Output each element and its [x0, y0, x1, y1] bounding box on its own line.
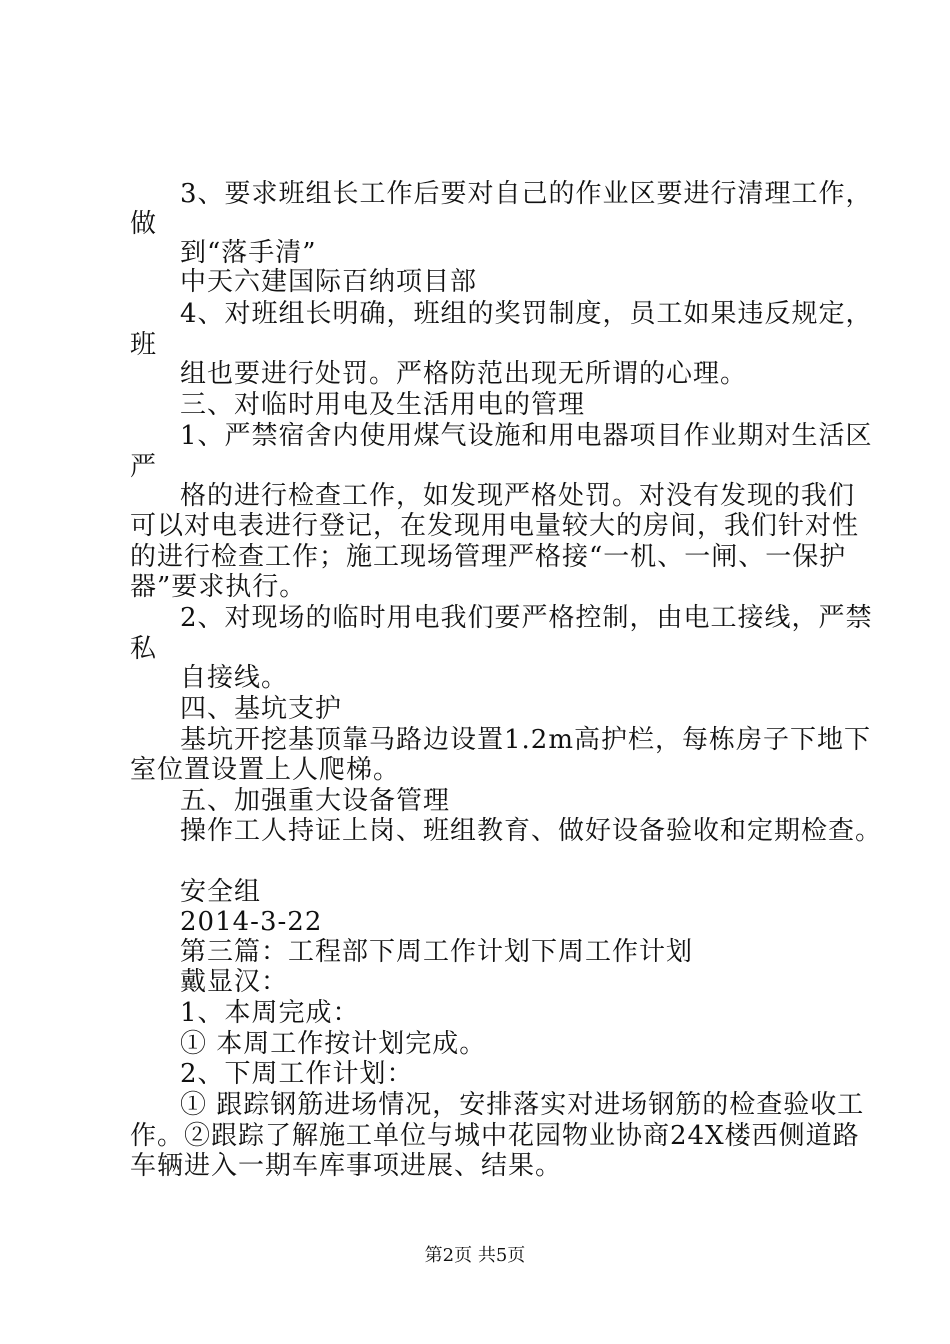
person-name: 戴显汉：	[180, 967, 289, 997]
text-line: 严	[130, 452, 158, 482]
text-line: 格的进行检查工作，如发现严格处罚。对没有发现的我们	[180, 481, 856, 511]
text-line: 操作工人持证上岗、班组教育、做好设备验收和定期检查。	[180, 816, 883, 846]
page-number: 第2页 共5页	[424, 1245, 526, 1266]
text-line: 做	[130, 209, 158, 239]
section-heading: 五、加强重大设备管理	[180, 786, 451, 816]
text-line: 车辆进入一期车库事项进展、结果。	[130, 1151, 563, 1181]
date-line: 2014-3-22	[180, 907, 323, 937]
text-line: ① 跟踪钢筋进场情况，安排落实对进场钢筋的检查验收工	[180, 1090, 865, 1120]
text-line: ① 本周工作按计划完成。	[180, 1029, 487, 1059]
text-line: 器”要求执行。	[130, 572, 307, 602]
text-line: 到“落手清”	[180, 238, 317, 268]
text-line: 室位置设置上人爬梯。	[130, 755, 401, 785]
text-line: 的进行检查工作；施工现场管理严格接“一机、一闸、一保护	[130, 542, 847, 572]
text-line: 1、本周完成：	[180, 998, 360, 1028]
text-line: 作。②跟踪了解施工单位与城中花园物业协商24X楼西侧道路	[130, 1121, 860, 1151]
text-line: 3、要求班组长工作后要对自己的作业区要进行清理工作，	[180, 179, 873, 209]
text-line: 2、下周工作计划：	[180, 1059, 414, 1089]
text-line: 基坑开挖基顶靠马路边设置1.2m高护栏，每栋房子下地下	[180, 725, 872, 755]
text-line: 班	[130, 330, 158, 360]
signature-group: 安全组	[180, 877, 262, 907]
text-line: 2、对现场的临时用电我们要严格控制，由电工接线，严禁	[180, 603, 873, 633]
section-heading: 三、对临时用电及生活用电的管理	[180, 390, 586, 420]
text-line: 1、严禁宿舍内使用煤气设施和用电器项目作业期对生活区	[180, 421, 873, 451]
text-line: 组也要进行处罚。严格防范出现无所谓的心理。	[180, 359, 748, 389]
part-heading: 第三篇：工程部下周工作计划下周工作计划	[180, 937, 694, 967]
text-line: 自接线。	[180, 663, 289, 693]
text-line: 可以对电表进行登记，在发现用电量较大的房间，我们针对性	[130, 511, 860, 541]
section-heading: 四、基坑支护	[180, 694, 343, 724]
text-line: 私	[130, 634, 158, 664]
text-line: 中天六建国际百纳项目部	[180, 267, 478, 297]
text-line: 4、对班组长明确，班组的奖罚制度，员工如果违反规定，	[180, 299, 873, 329]
